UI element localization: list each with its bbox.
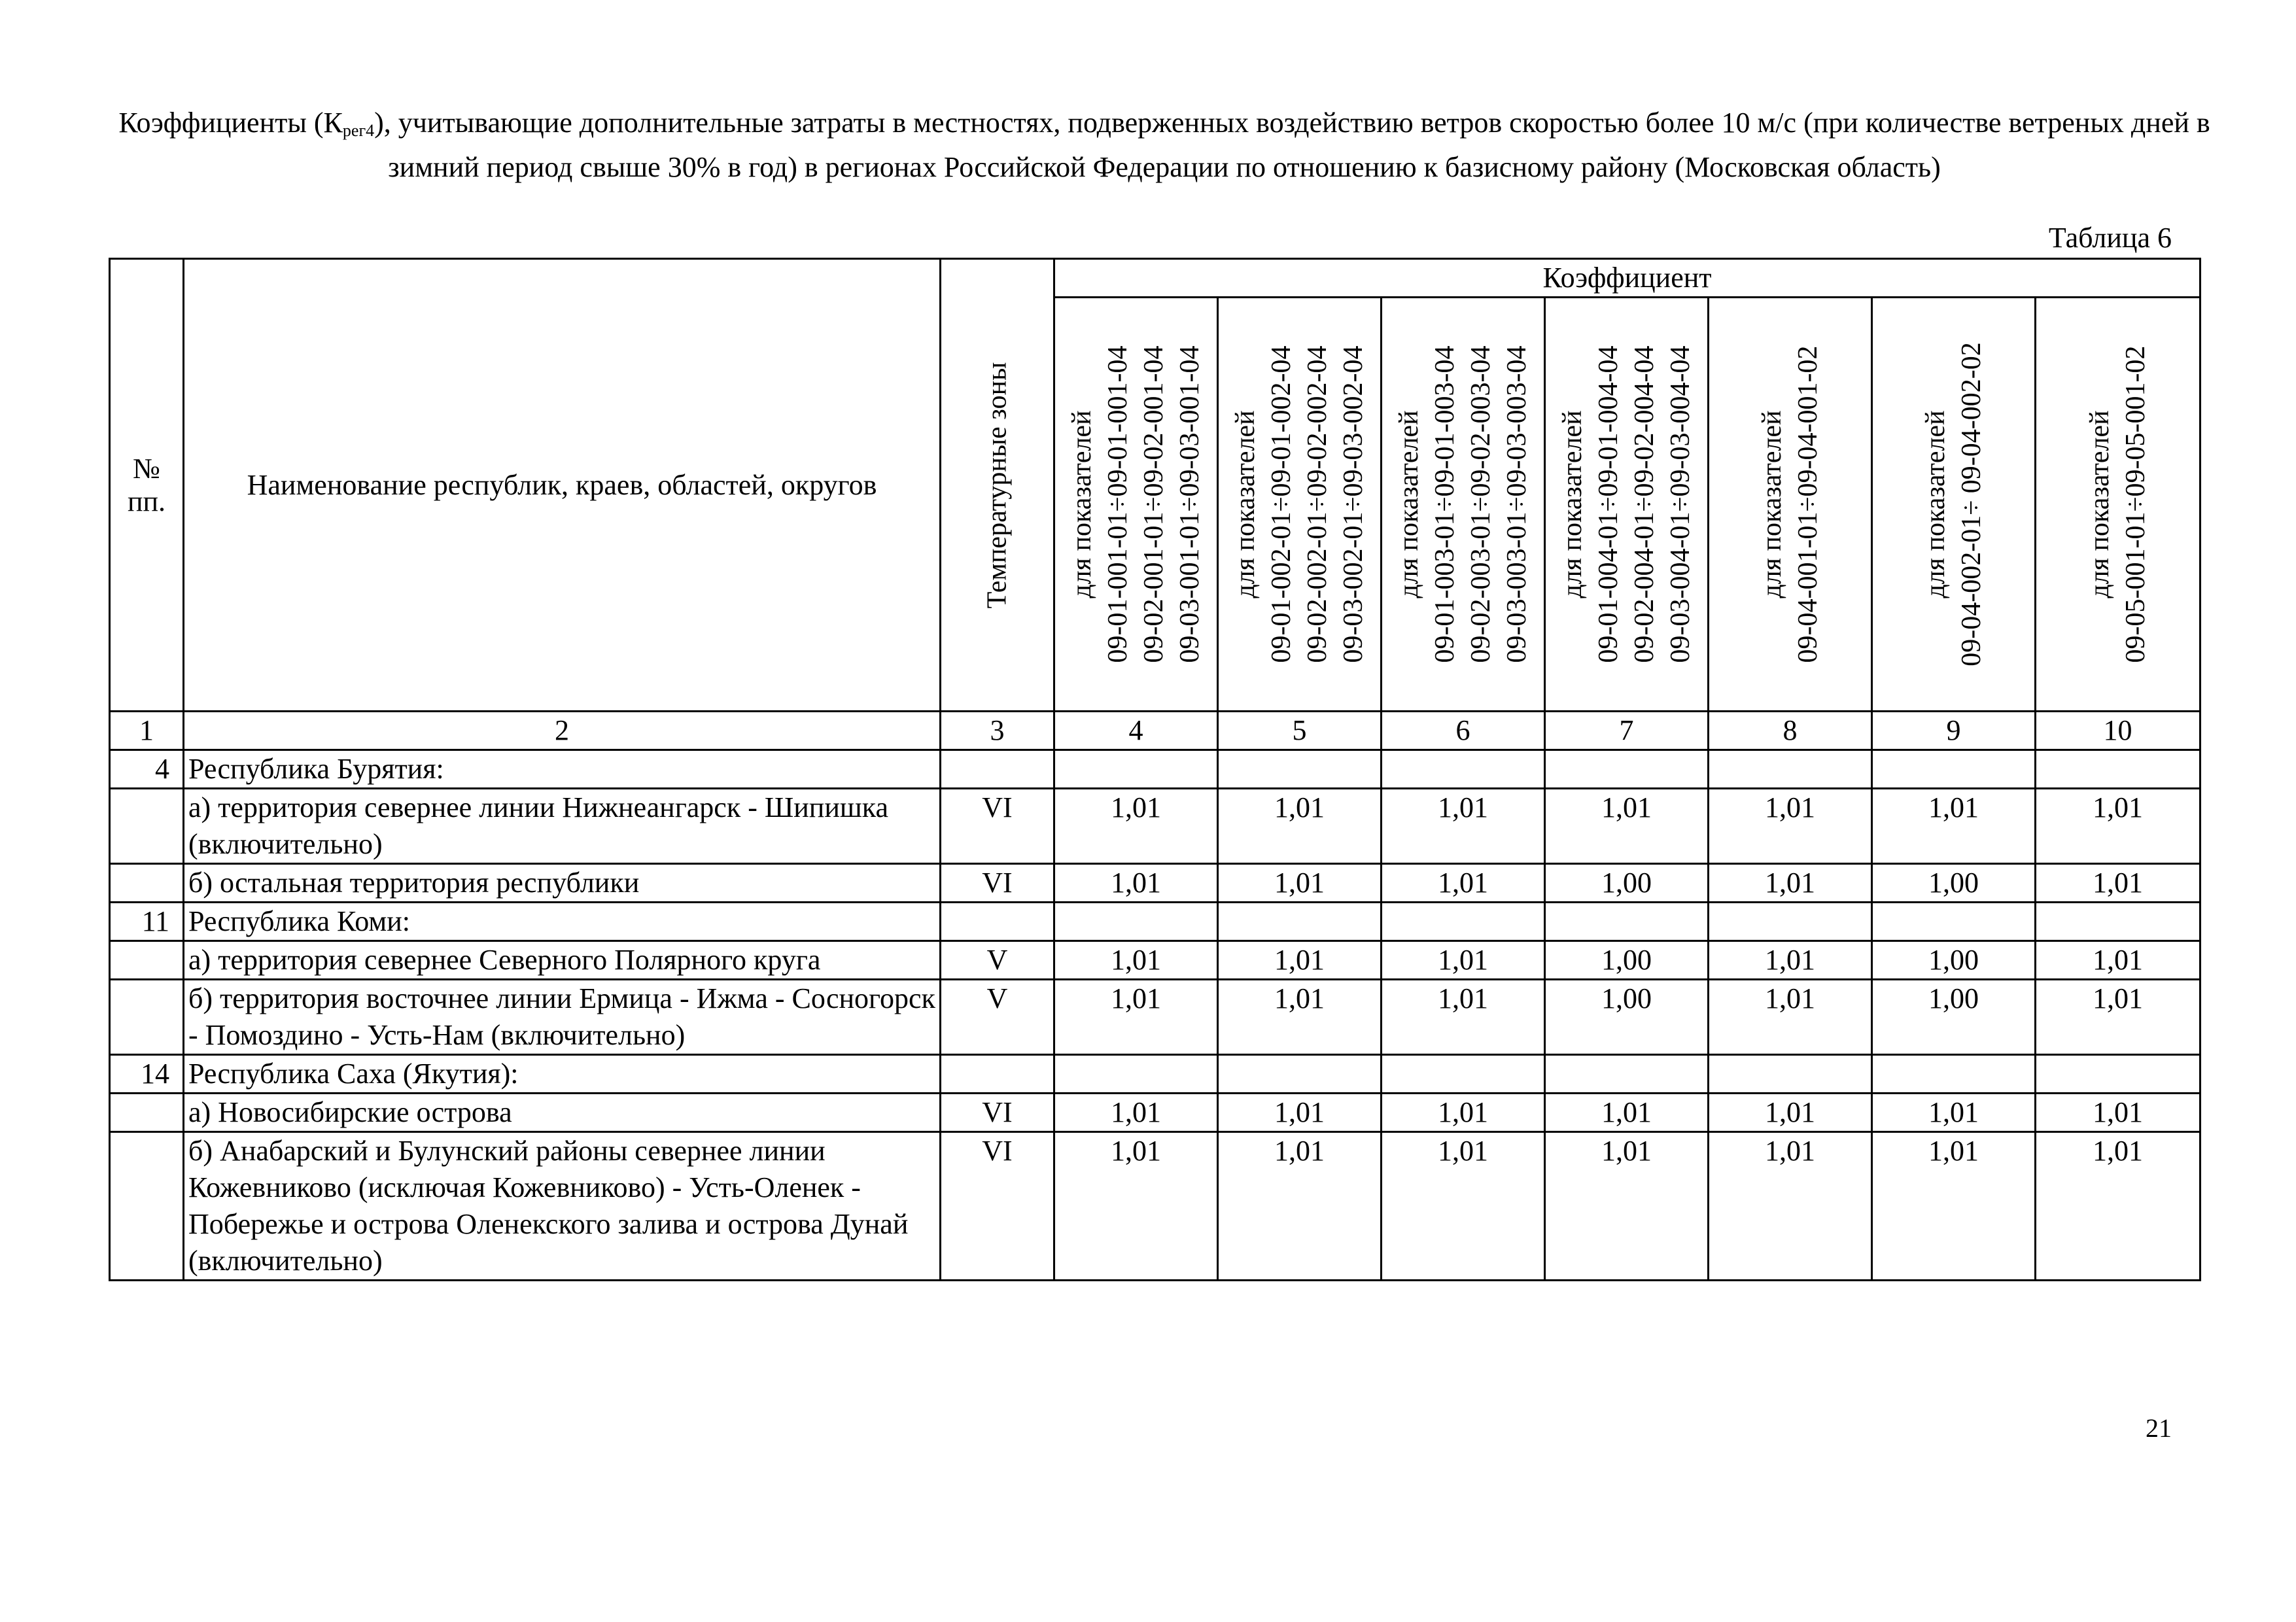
column-number: 6 <box>1382 712 1545 750</box>
coefficient-value <box>1709 750 1872 789</box>
header-zone <box>941 259 1054 712</box>
header-coef-text <box>1064 346 1208 663</box>
coefficient-value: 1,01 <box>1054 941 1218 980</box>
coefficient-value: 1,01 <box>1545 1132 1709 1281</box>
header-coef-text <box>2082 346 2154 663</box>
coefficient-value: 1,01 <box>1872 1094 2036 1132</box>
header-coef-line: для показателей <box>1230 410 1261 598</box>
row-number <box>110 1132 184 1281</box>
region-name: а) Новосибирские острова <box>184 1094 941 1132</box>
coefficient-value: 1,01 <box>1218 1094 1382 1132</box>
header-coef-line: 09-04-001-01÷09-04-001-02 <box>1792 345 1823 663</box>
region-name: Республика Коми: <box>184 903 941 941</box>
column-number: 4 <box>1054 712 1218 750</box>
table-row <box>110 789 2200 864</box>
header-coef-line: 09-02-002-01÷09-02-002-04 <box>1302 345 1332 663</box>
region-name: а) территория севернее Северного Полярного круга <box>184 941 941 980</box>
header-coef-line: для показателей <box>2084 410 2115 598</box>
title-part-1: Коэффициенты (К <box>118 107 343 139</box>
coefficient-value: 1,01 <box>1545 789 1709 864</box>
header-coef-text <box>1754 346 1826 663</box>
row-number <box>110 789 184 864</box>
temperature-zone: VI <box>941 864 1054 903</box>
row-number: 4 <box>110 750 184 789</box>
coefficient-value: 1,01 <box>2036 980 2200 1055</box>
region-name: Республика Саха (Якутия): <box>184 1055 941 1094</box>
table-label: Таблица 6 <box>2048 222 2172 254</box>
header-coef-line: 09-02-003-01÷09-02-003-04 <box>1465 345 1496 663</box>
title-subscript: рег4 <box>342 121 375 140</box>
coefficient-value: 1,01 <box>1218 789 1382 864</box>
header-coef-col-5 <box>1218 298 1382 712</box>
coefficient-value <box>1709 903 1872 941</box>
table-row <box>110 750 2200 789</box>
coefficient-value: 1,01 <box>1218 980 1382 1055</box>
header-coef-line: 09-01-003-01÷09-01-003-04 <box>1429 345 1460 663</box>
coefficient-value: 1,01 <box>1382 789 1545 864</box>
header-row-top <box>110 259 2200 298</box>
coefficient-value <box>1382 903 1545 941</box>
coefficient-value: 1,01 <box>1218 1132 1382 1281</box>
temperature-zone: VI <box>941 789 1054 864</box>
temperature-zone: VI <box>941 1132 1054 1281</box>
coefficient-value: 1,01 <box>1709 941 1872 980</box>
coefficient-value: 1,01 <box>1382 864 1545 903</box>
coefficient-value: 1,00 <box>1545 941 1709 980</box>
column-number: 2 <box>184 712 941 750</box>
coefficient-value: 1,01 <box>2036 941 2200 980</box>
header-coef-col-4 <box>1054 298 1218 712</box>
header-coef-col-6 <box>1382 298 1545 712</box>
table-row <box>110 903 2200 941</box>
coefficient-value: 1,01 <box>1709 1132 1872 1281</box>
temperature-zone: V <box>941 980 1054 1055</box>
coefficient-value <box>1054 903 1218 941</box>
coefficient-value: 1,01 <box>1709 980 1872 1055</box>
temperature-zone <box>941 903 1054 941</box>
temperature-zone <box>941 1055 1054 1094</box>
header-coef-line: 09-01-004-01÷09-01-004-04 <box>1593 345 1624 663</box>
coefficient-value: 1,01 <box>1218 864 1382 903</box>
temperature-zone <box>941 750 1054 789</box>
coefficient-value: 1,00 <box>1545 980 1709 1055</box>
region-name: Республика Бурятия: <box>184 750 941 789</box>
region-name: б) остальная территория республики <box>184 864 941 903</box>
coefficient-value: 1,01 <box>2036 1132 2200 1281</box>
column-number: 8 <box>1709 712 1872 750</box>
coefficient-value <box>1872 1055 2036 1094</box>
row-number: 14 <box>110 1055 184 1094</box>
coefficient-value <box>1545 903 1709 941</box>
header-coef-text <box>1228 346 1372 663</box>
column-number: 5 <box>1218 712 1382 750</box>
header-coef-line: для показателей <box>1920 410 1951 598</box>
page-number: 21 <box>2146 1413 2172 1443</box>
coefficient-value: 1,00 <box>1545 864 1709 903</box>
column-number: 1 <box>110 712 184 750</box>
row-number <box>110 1094 184 1132</box>
header-coef-line: для показателей <box>1557 410 1588 598</box>
column-number: 9 <box>1872 712 2036 750</box>
coefficient-table <box>109 258 2201 1281</box>
coefficient-value <box>2036 750 2200 789</box>
coefficient-value <box>1545 750 1709 789</box>
header-coefficient: Коэффициент <box>1054 259 2200 298</box>
temperature-zone: VI <box>941 1094 1054 1132</box>
coefficient-value <box>1545 1055 1709 1094</box>
coefficient-value: 1,01 <box>1545 1094 1709 1132</box>
header-coef-line: для показателей <box>1066 410 1097 598</box>
table-row <box>110 1132 2200 1281</box>
coefficient-value: 1,01 <box>1054 1132 1218 1281</box>
header-name: Наименование республик, краев, областей, округов <box>184 259 941 712</box>
header-num: № пп. <box>110 259 184 712</box>
coefficient-value <box>1382 750 1545 789</box>
coefficient-value: 1,01 <box>1709 864 1872 903</box>
column-number-row <box>110 712 2200 750</box>
coefficient-value: 1,01 <box>1054 1094 1218 1132</box>
coefficient-value: 1,01 <box>2036 789 2200 864</box>
column-number: 7 <box>1545 712 1709 750</box>
table-row <box>110 864 2200 903</box>
coefficient-value: 1,01 <box>1382 980 1545 1055</box>
row-number <box>110 864 184 903</box>
region-name: б) Анабарский и Булунский районы севернее линии Кожевниково (исключая Кожевниково) - Усть-Оленек - Побережье и острова Оленекского залива и острова Дунай (включительно) <box>184 1132 941 1281</box>
coefficient-value: 1,01 <box>1709 789 1872 864</box>
coefficient-value <box>1872 903 2036 941</box>
coefficient-value <box>2036 903 2200 941</box>
region-name: а) территория севернее линии Нижнеангарск - Шипишка (включительно) <box>184 789 941 864</box>
header-coef-text <box>1918 342 1990 666</box>
temperature-zone: V <box>941 941 1054 980</box>
column-number: 3 <box>941 712 1054 750</box>
header-coef-line: 09-03-004-01÷09-03-004-04 <box>1665 345 1696 663</box>
header-coef-col-10 <box>2036 298 2200 712</box>
coefficient-value: 1,01 <box>1382 1094 1545 1132</box>
coefficient-value <box>1218 903 1382 941</box>
coefficient-value <box>1054 1055 1218 1094</box>
title-part-2: ), учитывающие дополнительные затраты в местностях, подверженных воздействию ветров скоростью более 10 м/с (при количестве ветреных дней в зимний период свыше 30% в год) в регионах Российской Федерации по отношению к базисному району (Московская область) <box>374 107 2210 183</box>
region-name: б) территория восточнее линии Ермица - Ижма - Сосногорск - Помоздино - Усть-Нам (включительно) <box>184 980 941 1055</box>
row-number <box>110 941 184 980</box>
header-coef-line: 09-01-002-01÷09-01-002-04 <box>1266 345 1296 663</box>
header-zone-text: Температурные зоны <box>982 362 1012 608</box>
table-row <box>110 1055 2200 1094</box>
coefficient-value: 1,00 <box>1872 941 2036 980</box>
header-coef-line: 09-02-001-01÷09-02-001-04 <box>1138 345 1169 663</box>
coefficient-value: 1,01 <box>2036 864 2200 903</box>
table-row <box>110 1094 2200 1132</box>
header-coef-text <box>1555 346 1699 663</box>
header-coef-line: 09-03-002-01÷09-03-002-04 <box>1338 345 1368 663</box>
row-number <box>110 980 184 1055</box>
table-row <box>110 980 2200 1055</box>
coefficient-value: 1,01 <box>1382 1132 1545 1281</box>
coefficient-value: 1,01 <box>1709 1094 1872 1132</box>
coefficient-value: 1,01 <box>1054 864 1218 903</box>
header-coef-line: 09-02-004-01÷09-02-004-04 <box>1629 345 1660 663</box>
header-coef-text <box>1391 346 1535 663</box>
header-coef-line: 09-05-001-01÷09-05-001-02 <box>2120 345 2151 663</box>
header-coef-col-7 <box>1545 298 1709 712</box>
coefficient-value: 1,01 <box>2036 1094 2200 1132</box>
coefficient-value: 1,00 <box>1872 864 2036 903</box>
header-coef-line: для показателей <box>1756 410 1787 598</box>
header-coef-col-9 <box>1872 298 2036 712</box>
row-number: 11 <box>110 903 184 941</box>
table-row <box>110 941 2200 980</box>
coefficient-value: 1,01 <box>1218 941 1382 980</box>
coefficient-value <box>1872 750 2036 789</box>
column-number: 10 <box>2036 712 2200 750</box>
coefficient-value: 1,01 <box>1382 941 1545 980</box>
coefficient-value <box>1709 1055 1872 1094</box>
coefficient-value <box>1218 1055 1382 1094</box>
header-coef-line: 09-04-002-01÷ 09-04-002-02 <box>1956 342 1987 666</box>
header-coef-line: 09-03-003-01÷09-03-003-04 <box>1501 345 1532 663</box>
coefficient-value <box>1382 1055 1545 1094</box>
header-coef-col-8 <box>1709 298 1872 712</box>
header-coef-line: для показателей <box>1393 410 1424 598</box>
coefficient-value: 1,01 <box>1054 980 1218 1055</box>
coefficient-value: 1,00 <box>1872 980 2036 1055</box>
coefficient-value: 1,01 <box>1872 789 2036 864</box>
coefficient-value: 1,01 <box>1872 1132 2036 1281</box>
header-coef-line: 09-01-001-01÷09-01-001-04 <box>1102 345 1133 663</box>
document-title <box>118 105 2211 186</box>
header-coef-line: 09-03-001-01÷09-03-001-04 <box>1174 345 1205 663</box>
coefficient-value <box>2036 1055 2200 1094</box>
coefficient-value: 1,01 <box>1054 789 1218 864</box>
coefficient-value <box>1218 750 1382 789</box>
coefficient-value <box>1054 750 1218 789</box>
